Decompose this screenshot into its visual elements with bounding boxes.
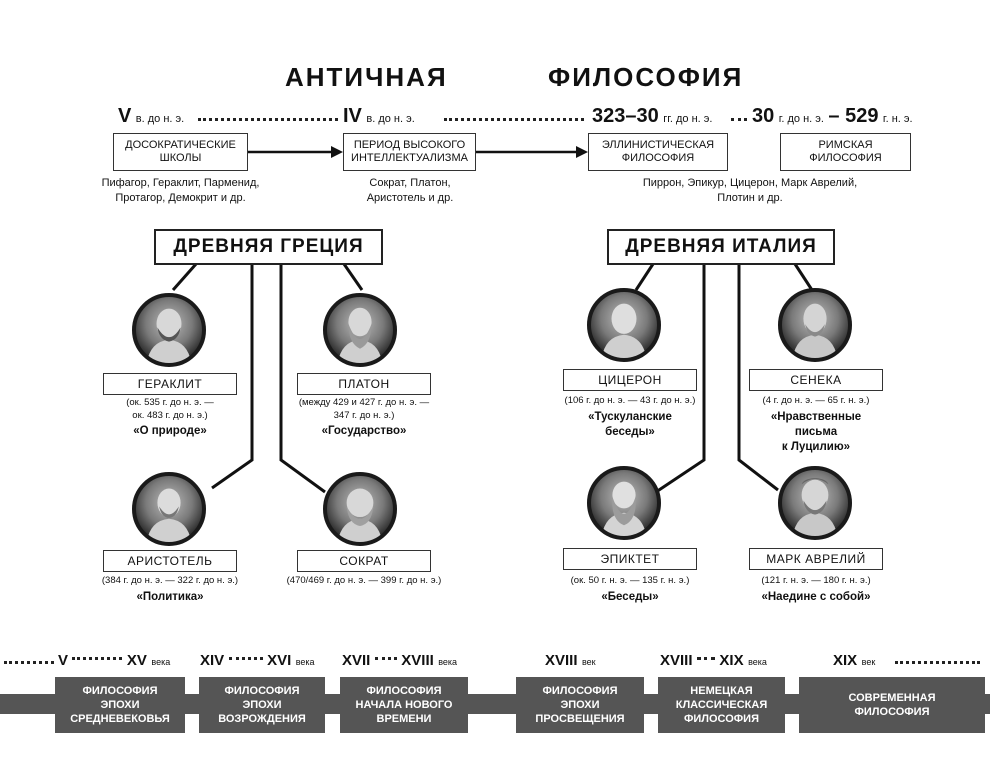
philosopher-dates-epictetus: (ок. 50 г. н. э. — 135 г. н. э.) — [570, 575, 690, 586]
region-ancient-greece: ДРЕВНЯЯ ГРЕЦИЯ — [154, 229, 383, 265]
era-label-4: 30 г. до н. э. – 529 г. н. э. — [752, 105, 913, 127]
period-names-presocratic: Пифагор, Гераклит, Парменид, Протагор, Демокрит и др. — [101, 177, 260, 204]
timeline-dots — [895, 661, 980, 664]
philosopher-work-seneca: «Нравственные письма к Луцилию» — [770, 411, 862, 453]
timeline-label-medieval: V XV века — [58, 652, 171, 669]
period-box-hellenistic: ЭЛЛИНИСТИЧЕСКАЯ ФИЛОСОФИЯ — [588, 133, 728, 171]
label-dots — [229, 657, 263, 660]
epictetus-portrait — [587, 466, 661, 540]
philosopher-work-epictetus: «Беседы» — [601, 591, 659, 603]
timeline-box-renaissance: ФИЛОСОФИЯ ЭПОХИ ВОЗРОЖДЕНИЯ — [199, 677, 325, 733]
period-box-high-intellectualism: ПЕРИОД ВЫСОКОГО ИНТЕЛЛЕКТУАЛИЗМА — [343, 133, 476, 171]
seneca-portrait — [778, 288, 852, 362]
philosopher-work-cicero: «Тускуланские беседы» — [588, 411, 672, 438]
philosopher-dates-plato: (между 429 и 427 г. до н. э. — 347 г. до н. э.) — [298, 397, 430, 421]
philosopher-dates-cicero: (106 г. до н. э. — 43 г. до н. э.) — [564, 395, 696, 406]
label-dots — [375, 657, 397, 660]
region-ancient-italy: ДРЕВНЯЯ ИТАЛИЯ — [607, 229, 835, 265]
philosopher-work-marcus-aurelius: «Наедине с собой» — [761, 591, 871, 603]
period-box-presocratic: ДОСОКРАТИЧЕСКИЕ ШКОЛЫ — [113, 133, 248, 171]
philosopher-name-cicero: ЦИЦЕРОН — [563, 369, 697, 391]
heraclitus-portrait — [132, 293, 206, 367]
title-word-1: АНТИЧНАЯ — [285, 62, 448, 92]
socrates-portrait — [323, 472, 397, 546]
timeline-box-german: НЕМЕЦКАЯ КЛАССИЧЕСКАЯ ФИЛОСОФИЯ — [658, 677, 785, 733]
timeline-label-modern: XIX век — [833, 652, 876, 669]
philosopher-dates-aristotle: (384 г. до н. э. — 322 г. до н. э.) — [101, 575, 239, 586]
philosopher-name-socrates: СОКРАТ — [297, 550, 431, 572]
connector-line — [636, 264, 653, 290]
connector-line — [795, 264, 812, 290]
era-label-3: 323–30 гг. до н. э. — [592, 105, 713, 127]
philosopher-name-epictetus: ЭПИКТЕТ — [563, 548, 697, 570]
philosopher-dates-socrates: (470/469 г. до н. э. — 399 г. до н. э.) — [286, 575, 442, 586]
connector-line — [344, 264, 362, 290]
philosopher-dates-seneca: (4 г. до н. э. — 65 г. н. э.) — [762, 395, 870, 406]
philosopher-name-plato: ПЛАТОН — [297, 373, 431, 395]
cicero-portrait — [587, 288, 661, 362]
philosopher-name-marcus-aurelius: МАРК АВРЕЛИЙ — [749, 548, 883, 570]
timeline-box-enlightenment: ФИЛОСОФИЯ ЭПОХИ ПРОСВЕЩЕНИЯ — [516, 677, 644, 733]
plato-portrait — [323, 293, 397, 367]
timeline-label-renaissance: XIV XVI века — [200, 652, 315, 669]
philosopher-name-heraclitus: ГЕРАКЛИТ — [103, 373, 237, 395]
philosopher-name-seneca: СЕНЕКА — [749, 369, 883, 391]
philosopher-dates-marcus-aurelius: (121 г. н. э. — 180 г. н. э.) — [761, 575, 871, 586]
timeline-box-medieval: ФИЛОСОФИЯ ЭПОХИ СРЕДНЕВЕКОВЬЯ — [55, 677, 185, 733]
era-label-1: V в. до н. э. — [118, 105, 185, 127]
aristotle-portrait — [132, 472, 206, 546]
philosopher-name-aristotle: АРИСТОТЕЛЬ — [103, 550, 237, 572]
timeline-label-new-time: XVII XVIII века — [342, 652, 458, 669]
label-dots — [72, 657, 122, 660]
philosopher-work-heraclitus: «О природе» — [133, 425, 207, 437]
label-dots — [697, 657, 715, 660]
philosopher-dates-heraclitus: (ок. 535 г. до н. э. — ок. 483 г. до н. э.) — [126, 397, 214, 421]
philosopher-work-aristotle: «Политика» — [136, 591, 204, 603]
timeline-box-modern: СОВРЕМЕННАЯ ФИЛОСОФИЯ — [799, 677, 985, 733]
period-names-high-intellectualism: Сократ, Платон, Аристотель и др. — [366, 177, 454, 204]
philosopher-work-plato: «Государство» — [321, 425, 407, 437]
era-label-2: IV в. до н. э. — [343, 105, 415, 127]
timeline-dots — [4, 661, 54, 664]
timeline-label-german: XVIII XIX века — [660, 652, 767, 669]
timeline-box-new-time: ФИЛОСОФИЯ НАЧАЛА НОВОГО ВРЕМЕНИ — [340, 677, 468, 733]
period-box-roman: РИМСКАЯ ФИЛОСОФИЯ — [780, 133, 911, 171]
timeline-label-enlightenment: XVIII век — [545, 652, 596, 669]
marcus-aurelius-portrait — [778, 466, 852, 540]
period-names-hellenistic: Пиррон, Эпикур, Цицерон, Марк Аврелий, Плотин и др. — [642, 177, 858, 204]
connector-line — [173, 264, 196, 290]
title-word-2: ФИЛОСОФИЯ — [548, 62, 744, 92]
